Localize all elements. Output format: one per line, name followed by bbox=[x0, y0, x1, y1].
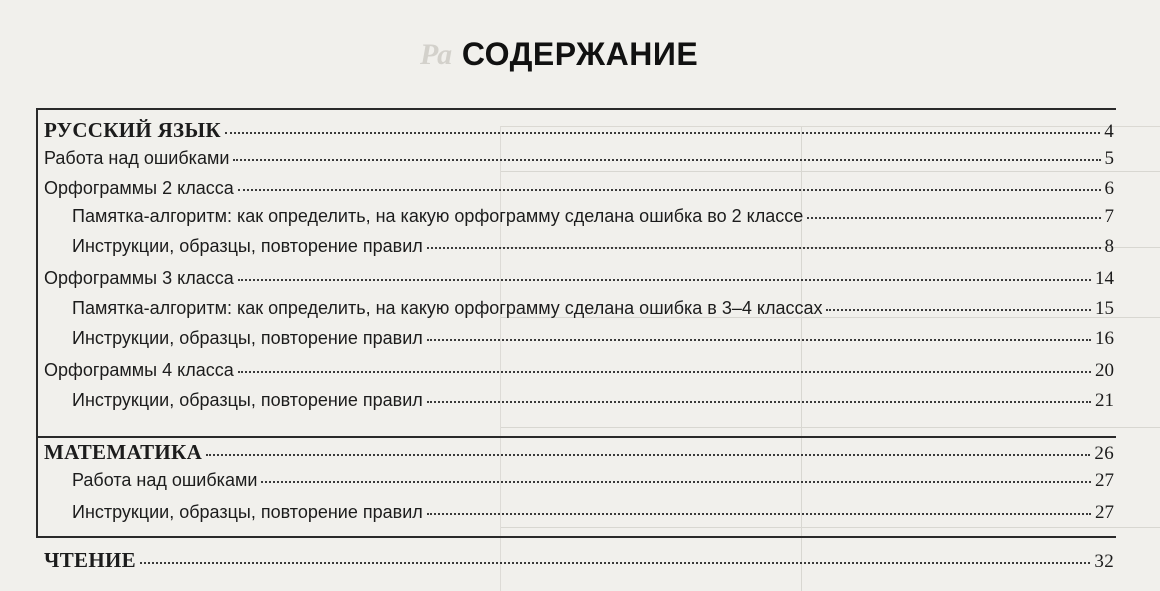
toc-entry-page: 21 bbox=[1095, 390, 1114, 411]
toc-entry-label: РУССКИЙ ЯЗЫК bbox=[44, 118, 221, 142]
toc-entry-label: МАТЕМАТИКА bbox=[44, 440, 203, 464]
toc-entry-label: Орфограммы 4 класса bbox=[44, 360, 234, 380]
toc-entry-page: 26 bbox=[1094, 443, 1114, 464]
toc-entry-russian[interactable] bbox=[44, 118, 1114, 142]
toc-entry-label: Памятка-алгоритм: как определить, на какую орфограмму сделана ошибка в 3–4 классах bbox=[72, 298, 823, 318]
toc-entry-page: 27 bbox=[1095, 502, 1114, 523]
dot-leader bbox=[140, 562, 1090, 564]
dot-leader bbox=[238, 189, 1101, 191]
toc-entry-label: Работа над ошибками bbox=[44, 148, 230, 168]
dot-leader bbox=[826, 309, 1091, 311]
toc-entry-page: 14 bbox=[1095, 268, 1114, 289]
page-title: СОДЕРЖАНИЕ bbox=[461, 36, 699, 72]
toc-entry-page: 4 bbox=[1104, 121, 1114, 142]
toc-entry-label: Орфограммы 3 класса bbox=[44, 268, 234, 288]
toc-entry-page: 27 bbox=[1095, 470, 1114, 491]
toc-entry-label: Инструкции, образцы, повторение правил bbox=[72, 390, 423, 410]
toc-entry[interactable] bbox=[72, 470, 1114, 494]
toc-entry[interactable] bbox=[44, 268, 1114, 292]
dot-leader bbox=[225, 132, 1100, 134]
bleed-through-heading: Ра bbox=[420, 38, 453, 71]
toc-entry-label: Инструкции, образцы, повторение правил bbox=[72, 328, 423, 348]
toc-entry[interactable] bbox=[44, 178, 1114, 202]
dot-leader bbox=[261, 481, 1091, 483]
divider-left-russian bbox=[36, 108, 38, 436]
dot-leader bbox=[427, 513, 1091, 515]
dot-leader bbox=[427, 247, 1101, 249]
toc-entry-page: 8 bbox=[1104, 236, 1114, 257]
toc-entry-page: 7 bbox=[1104, 206, 1114, 227]
dot-leader bbox=[238, 279, 1091, 281]
toc-entry-math[interactable] bbox=[44, 440, 1114, 464]
toc-entry[interactable] bbox=[72, 328, 1114, 352]
toc-entry[interactable] bbox=[44, 360, 1114, 384]
dot-leader bbox=[427, 339, 1091, 341]
dot-leader bbox=[238, 371, 1091, 373]
divider-reading bbox=[36, 536, 1116, 538]
dot-leader bbox=[233, 159, 1100, 161]
toc-entry-reading[interactable] bbox=[44, 548, 1114, 572]
toc-entry-label: Инструкции, образцы, повторение правил bbox=[72, 236, 423, 256]
toc-entry[interactable] bbox=[72, 298, 1114, 322]
divider-left-math bbox=[36, 436, 38, 536]
toc-entry-page: 32 bbox=[1094, 551, 1114, 572]
toc-entry-label: Инструкции, образцы, повторение правил bbox=[72, 502, 423, 522]
toc-entry[interactable] bbox=[72, 206, 1114, 230]
toc-entry-label: Орфограммы 2 класса bbox=[44, 178, 234, 198]
toc-entry[interactable] bbox=[44, 148, 1114, 172]
toc-entry[interactable] bbox=[72, 502, 1114, 526]
toc-entry-page: 6 bbox=[1104, 178, 1114, 199]
dot-leader bbox=[427, 401, 1091, 403]
toc-entry[interactable] bbox=[72, 236, 1114, 260]
toc-entry-label: Памятка-алгоритм: как определить, на какую орфограмму сделана ошибка во 2 классе bbox=[72, 206, 804, 226]
dot-leader bbox=[807, 217, 1100, 219]
toc-entry-page: 15 bbox=[1095, 298, 1114, 319]
toc-entry-page: 16 bbox=[1095, 328, 1114, 349]
divider-math bbox=[36, 436, 1116, 438]
divider-top bbox=[36, 108, 1116, 110]
toc-entry-label: ЧТЕНИЕ bbox=[44, 548, 136, 572]
toc-entry-label: Работа над ошибками bbox=[72, 470, 258, 490]
toc-entry-page: 5 bbox=[1104, 148, 1114, 169]
toc-entry[interactable] bbox=[72, 390, 1114, 414]
dot-leader bbox=[206, 454, 1090, 456]
toc-entry-page: 20 bbox=[1095, 360, 1114, 381]
